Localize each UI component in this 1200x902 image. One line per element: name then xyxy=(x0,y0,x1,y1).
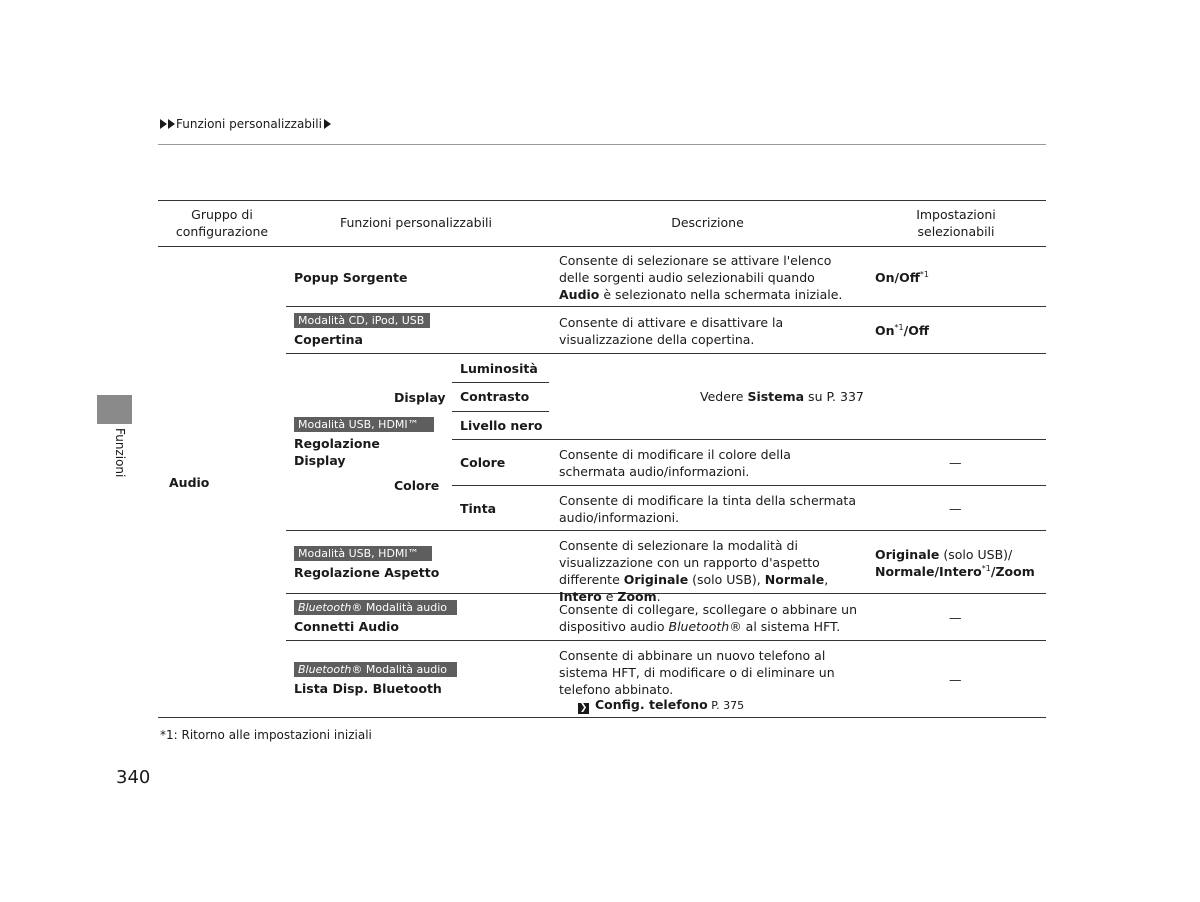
sub-colore: Colore xyxy=(460,455,506,470)
footnote: *1: Ritorno alle impostazioni iniziali xyxy=(160,728,372,742)
breadcrumb-arrow-icon xyxy=(160,119,167,129)
row-rule xyxy=(286,530,1046,531)
header-rule xyxy=(158,144,1046,145)
breadcrumb-arrow-icon xyxy=(168,119,175,129)
table-bottom-rule xyxy=(158,717,1046,718)
function-regolazione-display: Regolazione Display xyxy=(294,436,380,468)
subgroup-display: Display xyxy=(394,390,446,405)
settings-connetti-audio: — xyxy=(949,610,962,625)
header-functions: Funzioni personalizzabili xyxy=(340,215,492,230)
description-popup-sorgente: Consente di selezionare se attivare l'elenco delle sorgenti audio selezionabili quando Audio è selezionato nella schermata iniziale. xyxy=(559,253,843,302)
subgroup-colore: Colore xyxy=(394,478,440,493)
function-popup-sorgente: Popup Sorgente xyxy=(294,270,408,285)
group-audio: Audio xyxy=(169,475,210,490)
table-top-rule xyxy=(158,200,1046,201)
function-lista-disp-bluetooth: Lista Disp. Bluetooth xyxy=(294,681,442,696)
settings-tinta: — xyxy=(949,501,962,516)
mode-tag: Bluetooth® Modalità audio xyxy=(294,600,457,615)
description-regolazione-aspetto: Consente di selezionare la modalità di visualizzazione con un rapporto d'aspetto differente Originale (solo USB), Normale, Intero e Zoom. xyxy=(559,538,829,604)
row-rule xyxy=(286,353,1046,354)
row-rule xyxy=(452,439,1046,440)
breadcrumb-arrow-icon xyxy=(324,119,331,129)
sub-tinta: Tinta xyxy=(460,501,497,516)
header-group: Gruppo di configurazione xyxy=(175,207,269,239)
mode-tag: Modalità USB, HDMI™ xyxy=(294,417,434,432)
settings-regolazione-aspetto: Originale (solo USB)/ Normale/Intero$^{*1}$/Zoom xyxy=(875,547,1035,579)
breadcrumb-label: Funzioni personalizzabili xyxy=(176,117,322,131)
function-copertina: Copertina xyxy=(294,332,363,347)
description-colore: Consente di modificare il colore della schermata audio/informazioni. xyxy=(559,447,791,479)
header-description: Descrizione xyxy=(671,215,744,230)
subrow-rule xyxy=(452,411,549,412)
page-number: 340 xyxy=(116,767,151,788)
description-copertina: Consente di attivare e disattivare la visualizzazione della copertina. xyxy=(559,315,784,347)
side-tab-marker xyxy=(97,395,132,424)
description-display: Vedere Sistema su P. 337 xyxy=(700,389,864,404)
description-connetti-audio: Consente di collegare, scollegare o abbinare un dispositivo audio Bluetooth® al sistema HFT. xyxy=(559,602,857,634)
sub-luminosita: Luminosità xyxy=(460,361,538,376)
mode-tag: Modalità USB, HDMI™ xyxy=(294,546,432,561)
mode-tag: Bluetooth® Modalità audio xyxy=(294,662,457,677)
breadcrumb xyxy=(160,117,332,131)
description-tinta: Consente di modificare la tinta della schermata audio/informazioni. xyxy=(559,493,856,525)
double-arrow-icon: ❯ xyxy=(579,703,588,713)
header-settings: Impostazioni selezionabili xyxy=(916,207,996,239)
table-header-rule xyxy=(158,246,1046,247)
side-tab-label: Funzioni xyxy=(113,428,127,478)
function-regolazione-aspetto: Regolazione Aspetto xyxy=(294,565,440,580)
sub-livello-nero: Livello nero xyxy=(460,418,543,433)
settings-popup-sorgente: On/Off$^{*1}$ xyxy=(875,269,929,285)
description-lista-disp-bluetooth: Consente di abbinare un nuovo telefono al sistema HFT, di modificare o di eliminare un telefono abbinato. xyxy=(559,648,835,697)
settings-copertina: On$^{*1}$/Off xyxy=(875,322,929,338)
settings-lista-disp-bluetooth: — xyxy=(949,672,962,687)
row-rule xyxy=(452,485,1046,486)
row-rule xyxy=(286,306,1046,307)
subrow-rule xyxy=(452,382,549,383)
settings-colore: — xyxy=(949,455,962,470)
mode-tag: Modalità CD, iPod, USB xyxy=(294,313,430,328)
reference-config-telefono[interactable]: ❯ Config. telefono P. 375 xyxy=(579,697,745,713)
sub-contrasto: Contrasto xyxy=(460,389,530,404)
row-rule xyxy=(286,640,1046,641)
function-connetti-audio: Connetti Audio xyxy=(294,619,400,634)
